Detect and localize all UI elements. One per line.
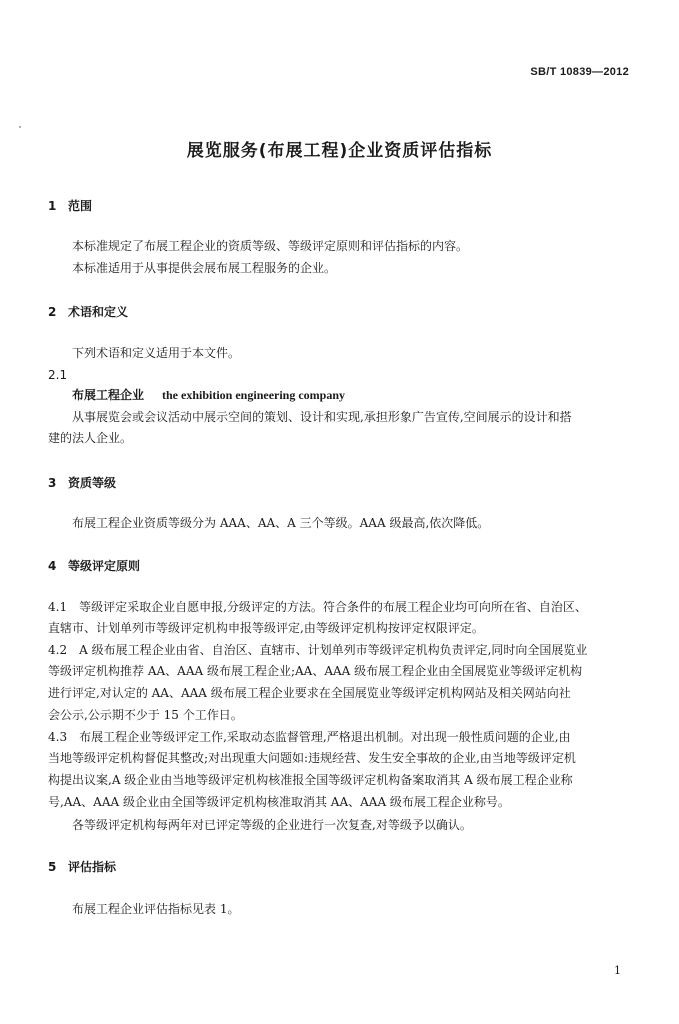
clause-line: 当地等级评定机构督促其整改;对出现重大问题如:违规经营、发生安全事故的企业,由当地等级评定机 — [48, 751, 576, 765]
section-title: 等级评定原则 — [68, 559, 141, 573]
term-chinese: 布展工程企业 — [72, 388, 145, 402]
term-english: the exhibition engineering company — [162, 388, 346, 402]
standard-number: SB/T 10839—2012 — [530, 66, 629, 78]
paragraph: 布展工程企业资质等级分为 AAA、AA、A 三个等级。AAA 级最高,依次降低。 — [72, 516, 490, 530]
term-entry — [72, 385, 345, 406]
section-title: 范围 — [68, 199, 93, 213]
page-title: 展览服务(布展工程)企业资质评估指标 — [186, 141, 493, 161]
clause-line: 直辖市、计划单列市等级评定机构申报等级评定,由等级评定机构按评定权限评定。 — [48, 621, 484, 635]
clause-line: 会公示,公示期不少于 15 个工作日。 — [48, 708, 243, 722]
definition-line: 建的法人企业。 — [48, 431, 133, 445]
clause-line: 构提出议案,A 级企业由当地等级评定机构核准报全国等级评定机构备案取消其 A 级布展工程企业称 — [48, 773, 573, 787]
page-number: 1 — [614, 964, 621, 977]
section-5-heading — [48, 858, 116, 875]
clause-line: 4.3 布展工程企业等级评定工作,采取动态监督管理,严格退出机制。对出现一般性质问题的企业,由 — [48, 730, 571, 744]
section-title: 资质等级 — [68, 476, 117, 490]
paragraph: 本标准适用于从事提供会展布展工程服务的企业。 — [72, 261, 337, 275]
paragraph: 布展工程企业评估指标见表 1。 — [72, 902, 240, 916]
section-1-heading — [48, 197, 92, 214]
definition-line: 从事展览会或会议活动中展示空间的策划、设计和实现,承担形象广告宣传,空间展示的设计和搭 — [72, 410, 572, 424]
paragraph: 下列术语和定义适用于本文件。 — [72, 346, 241, 360]
section-number: 5 — [48, 860, 57, 874]
section-number: 2 — [48, 305, 57, 319]
section-number: 4 — [48, 559, 57, 573]
section-4-heading — [48, 557, 140, 574]
section-title: 术语和定义 — [68, 305, 129, 319]
clause-line: 各等级评定机构每两年对已评定等级的企业进行一次复查,对等级予以确认。 — [72, 818, 472, 832]
section-number: 1 — [48, 199, 57, 213]
clause-line: 4.1 等级评定采取企业自愿申报,分级评定的方法。符合条件的布展工程企业均可向所在省、自治区、 — [48, 600, 587, 614]
paragraph: 本标准规定了布展工程企业的资质等级、等级评定原则和评估指标的内容。 — [72, 239, 469, 253]
section-3-heading — [48, 474, 116, 491]
scan-speck — [19, 126, 21, 128]
clause-line: 进行评定,对认定的 AA、AAA 级布展工程企业要求在全国展览业等级评定机构网站及相关网站向社 — [48, 686, 571, 700]
section-2-heading — [48, 303, 128, 320]
subclause-number: 2.1 — [48, 368, 68, 382]
clause-line: 号,AA、AAA 级企业由全国等级评定机构核准取消其 AA、AAA 级布展工程企业称号。 — [48, 795, 510, 809]
section-title: 评估指标 — [68, 860, 117, 874]
clause-line: 等级评定机构推荐 AA、AAA 级布展工程企业;AA、AAA 级布展工程企业由全国展览业等级评定机构 — [48, 664, 583, 678]
clause-line: 4.2 A 级布展工程企业由省、自治区、直辖市、计划单列市等级评定机构负责评定,同时向全国展览业 — [48, 643, 588, 657]
section-number: 3 — [48, 476, 57, 490]
